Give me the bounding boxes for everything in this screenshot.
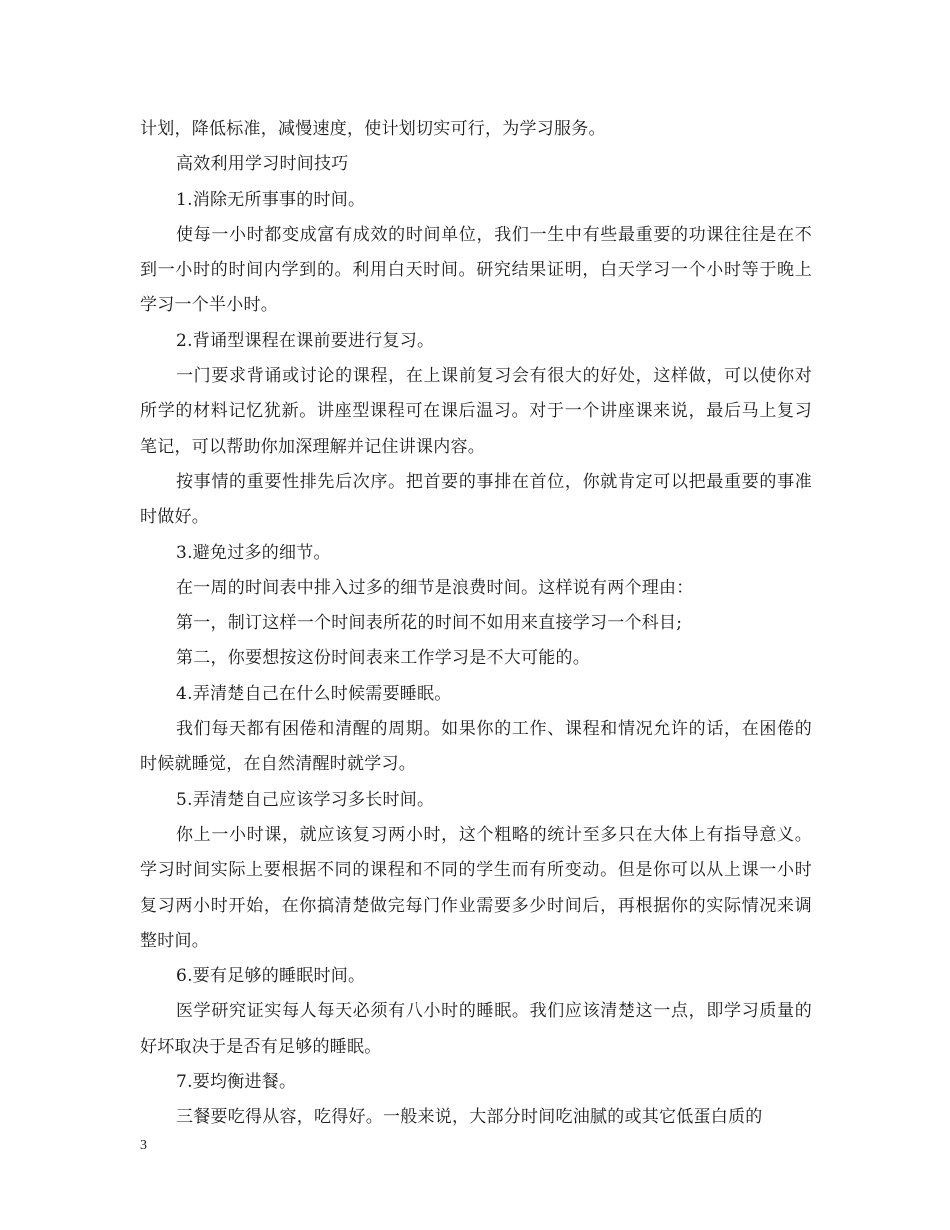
paragraph: 医学研究证实每人每天必须有八小时的睡眠。我们应该清楚这一点，即学习质量的好坏取决于是否有足够的睡眠。: [140, 1001, 812, 1057]
paragraph: 按事情的重要性排先后次序。把首要的事排在首位，你就肯定可以把最重要的事准时做好。: [140, 471, 812, 528]
list-heading: 7.要均衡进餐。: [176, 1072, 297, 1093]
paragraph: 第一，制订这样一个时间表所花的时间不如用来直接学习一个科目;: [176, 613, 683, 634]
list-heading: 5.弄清楚自己应该学习多长时间。: [176, 789, 435, 810]
list-heading: 6.要有足够的睡眠时间。: [176, 966, 366, 987]
paragraph: 我们每天都有困倦和清醒的周期。如果你的工作、课程和情况允许的话，在困倦的时候就睡觉，在自然清醒时就学习。: [140, 719, 812, 775]
document-body: [140, 112, 812, 1136]
page-number: 3: [140, 1138, 147, 1153]
paragraph: 你上一小时课，就应该复习两小时，这个粗略的统计至多只在大体上有指导意义。学习时间实际上要根据不同的课程和不同的学生而有所变动。但是你可以从上课一小时复习两小时开始，在你搞清楚做完每门作业需要多少时间后，再根据你的实际情况来调整时间。: [140, 824, 812, 951]
paragraph: 第二，你要想按这份时间表来工作学习是不大可能的。: [176, 648, 590, 669]
list-heading: 1.消除无所事事的时间。: [176, 189, 366, 210]
paragraph: 使每一小时都变成富有成效的时间单位，我们一生中有些最重要的功课往往是在不到一小时的时间内学到的。利用白天时间。研究结果证明，白天学习一个小时等于晚上学习一个半小时。: [140, 224, 812, 316]
list-heading: 4.弄清楚自己在什么时候需要睡眠。: [176, 683, 452, 704]
list-heading: 2.背诵型课程在课前要进行复习。: [176, 330, 435, 351]
paragraph: 三餐要吃得从容，吃得好。一般来说，大部分时间吃油腻的或其它低蛋白质的: [176, 1107, 763, 1128]
paragraph: 在一周的时间表中排入过多的细节是浪费时间。这样说有两个理由：: [176, 577, 694, 598]
paragraph: 计划，降低标准，减慢速度，使计划切实可行，为学习服务。: [140, 119, 606, 139]
section-heading: 高效利用学习时间技巧: [176, 154, 349, 175]
list-heading: 3.避免过多的细节。: [176, 542, 331, 563]
paragraph: 一门要求背诵或讨论的课程，在上课前复习会有很大的好处，这样做，可以使你对所学的材料记忆犹新。讲座型课程可在课后温习。对于一个讲座课来说，最后马上复习笔记，可以帮助你加深理解并记住讲课内容。: [140, 366, 812, 457]
